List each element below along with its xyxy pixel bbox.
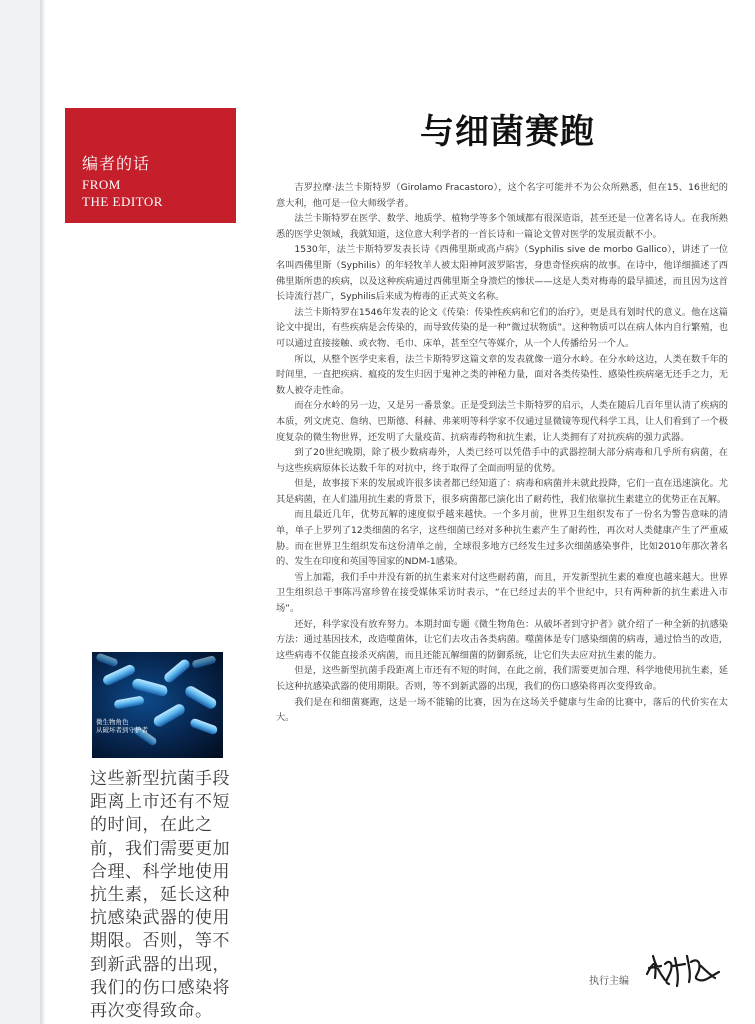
paragraph: 而在分水岭的另一边，又是另一番景象。正是受到法兰卡斯特罗的启示，人类在随后几百年里认清了疾病的本质，列文虎克、詹纳、巴斯德、科赫、弗莱明等科学家不仅通过显微镜等现代科学工具，让人们看到了一个极度复杂的微生物世界，还发明了大量疫苗、抗病毒药物和抗生素，让人类拥有了对抗疾病的强力武器。 <box>276 400 728 443</box>
article-title: 与细菌赛跑 <box>420 112 595 152</box>
editor-note-zh: 编者的话 <box>82 154 151 173</box>
paragraph: 法兰卡斯特罗在医学、数学、地质学、植物学等多个领域都有很深造诣，甚至还是一位著名诗人。在我所熟悉的医学史领域，我就知道，这位意大利学者的一首长诗和一篇论文曾对医学的发展贡献不小。 <box>276 213 728 240</box>
paragraph: 还好，科学家没有放弃努力。本期封面专题《微生物角色：从破坏者到守护者》就介绍了一种全新的抗感染方法：通过基因技术，改造噬菌体，让它们去攻击各类病菌。噬菌体是专门感染细菌的病毒，通过恰当的改造，这些病毒不仅能直接杀灭病菌，而且还能瓦解细菌的防御系统，让它们失去应对抗生素的能力。 <box>276 618 728 661</box>
paragraph: 我们是在和细菌赛跑，这是一场不能输的比赛，因为在这场关乎健康与生命的比赛中，落后的代价实在太大。 <box>276 696 728 724</box>
editor-note-label <box>65 108 196 223</box>
photo-caption-line1: 微生物角色 <box>96 718 129 726</box>
paragraph: 而且最近几年，优势瓦解的速度似乎越来越快。一个多月前，世界卫生组织发布了一份名为警告意味的清单，单子上罗列了12类细菌的名字，这些细菌已经对多种抗生素产生了耐药性，再次对人类健康产生了严重威胁。而在世界卫生组织发布这份清单之前，全球很多地方已经发生过多次细菌感染事件，比如2010年那次著名的、发生在印度和英国等国家的NDM-1感染。 <box>276 509 728 568</box>
editor-note-en-line1: FROM <box>82 177 121 192</box>
photo-caption <box>96 718 176 734</box>
editor-note-en-line2: THE EDITOR <box>82 194 163 209</box>
signature-label: 执行主编 <box>589 976 629 987</box>
handwritten-signature <box>643 944 723 990</box>
bacteria-photo <box>92 652 223 758</box>
article-body <box>276 180 728 726</box>
pull-quote: 这些新型抗菌手段距离上市还有不短的时间，在此之前，我们需要更加合理、科学地使用抗生素，延长这种抗感染武器的使用期限。否则，等不到新武器的出现，我们的伤口感染将再次变得致命。 <box>90 769 230 1022</box>
paragraph: 1530年，法兰卡斯特罗发表长诗《西佛里斯或高卢病》（Syphilis sive de morbo Gallico），讲述了一位名叫西佛里斯（Syphilis）的年轻牧羊人被太阳神阿波罗陷害，身患奇怪疾病的故事。在诗中，他详细描述了西佛里斯所患的疾病，以及这种疾病通过西佛里斯全身溃烂的惨状——这是人类对梅毒的最早描述，而且因为这首长诗流行甚广，Syphilis后来成为梅毒的正式英文名称。 <box>276 244 728 303</box>
paragraph: 但是，这些新型抗菌手段距离上市还有不短的时间，在此之前，我们需要更加合理、科学地使用抗生素，延长这种抗感染武器的使用期限。否则，等不到新武器的出现，我们的伤口感染将再次变得致命。 <box>276 665 728 692</box>
paragraph: 到了20世纪晚期，除了极少数病毒外，人类已经可以凭借手中的武器控制大部分病毒和几乎所有病菌，在与这些疾病原体长达数千年的对抗中，终于取得了全面而明显的优势。 <box>276 447 728 474</box>
paragraph: 所以，从整个医学史来看，法兰卡斯特罗这篇文章的发表就像一道分水岭。在分水岭这边，人类在数千年的时间里，一直把疾病、瘟疫的发生归因于鬼神之类的神秘力量，面对各类传染性、感染性疾病毫无还手之力，无数人被夺走性命。 <box>276 353 728 396</box>
photo-caption-line2: 从破坏者到守护者 <box>96 726 148 734</box>
paragraph: 吉罗拉摩·法兰卡斯特罗（Girolamo Fracastoro），这个名字可能并不为公众所熟悉，但在15、16世纪的意大利，他可是一位大师级学者。 <box>276 182 728 209</box>
bacteria-illustration <box>92 652 223 758</box>
paragraph: 但是，故事接下来的发展或许很多读者都已经知道了：病毒和病菌并未就此投降，它们一直在迅速演化。尤其是病菌，在人们滥用抗生素的背景下，很多病菌都已演化出了耐药性，我们依靠抗生素建立的优势正在瓦解。 <box>276 478 728 505</box>
paragraph: 雪上加霜，我们手中并没有新的抗生素来对付这些耐药菌，而且，开发新型抗生素的难度也越来越大。世界卫生组织总干事陈冯富珍曾在接受媒体采访时表示，“在已经过去的半个世纪中，只有两种新的抗生素进入市场”。 <box>276 571 728 615</box>
paragraph: 法兰卡斯特罗在1546年发表的论文《传染：传染性疾病和它们的治疗》，更是具有划时代的意义。他在这篇论文中提出，有些疾病是会传染的，而导致传染的是一种“微过状物质”。这种物质可以在病人体内自行繁殖，也可以通过直接接触、或衣物、毛巾、床单，甚至空气等媒介，从一个人传播给另一个人。 <box>276 306 728 349</box>
